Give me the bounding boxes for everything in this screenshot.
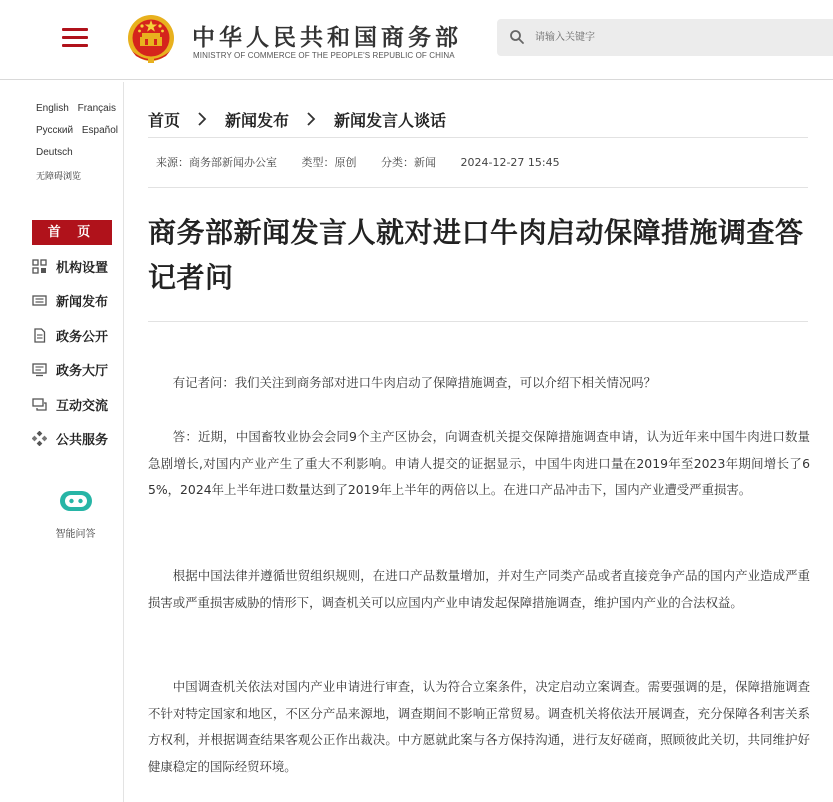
article-title: 商务部新闻发言人就对进口牛肉启动保障措施调查答记者问 xyxy=(148,216,804,294)
sidebar-home-button[interactable]: 首 页 xyxy=(32,220,112,245)
search-icon[interactable] xyxy=(509,29,525,45)
breadcrumb xyxy=(148,107,446,131)
search-box[interactable] xyxy=(497,19,833,56)
accessibility-link[interactable]: 无障碍浏览 xyxy=(36,171,82,181)
chevron-right-icon xyxy=(306,112,316,126)
robot-chat-icon[interactable] xyxy=(59,490,93,514)
sidebar-item-label: 机构设置 xyxy=(56,260,109,276)
language-row xyxy=(36,147,79,158)
ai-assistant-label[interactable]: 智能问答 xyxy=(55,529,96,540)
language-row xyxy=(36,169,87,182)
meta-source: 来源：商务部新闻办公室 xyxy=(156,156,277,169)
sidebar-item-government-affairs[interactable] xyxy=(32,325,108,345)
lang-english[interactable]: English xyxy=(36,103,69,114)
national-emblem-logo[interactable] xyxy=(126,13,176,65)
site-subtitle: MINISTRY OF COMMERCE OF THE PEOPLE'S REPUBLIC OF CHINA xyxy=(193,51,455,60)
sidebar-item-label: 政务大厅 xyxy=(56,363,109,379)
sidebar-item-label: 互动交流 xyxy=(56,398,109,414)
menu-icon[interactable] xyxy=(62,28,88,48)
site-title: 中华人民共和国商务部 xyxy=(192,24,462,51)
sidebar-item-news[interactable] xyxy=(32,290,108,310)
sidebar-item-organization[interactable] xyxy=(32,256,108,276)
lang-spanish[interactable]: Español xyxy=(81,125,119,136)
search-input[interactable] xyxy=(535,19,825,56)
breadcrumb-home[interactable]: 首页 xyxy=(148,110,181,130)
lang-russian[interactable]: Русский xyxy=(36,125,74,136)
service-diamond-icon xyxy=(32,431,47,446)
meta-category: 分类：新闻 xyxy=(381,156,436,169)
article-paragraph: 有记者问：我们关注到商务部对进口牛肉启动了保障措施调查，可以介绍下相关情况吗？ xyxy=(172,375,657,390)
sidebar-item-interaction[interactable] xyxy=(32,394,108,414)
sidebar-item-label: 公共服务 xyxy=(56,432,109,448)
language-row xyxy=(36,103,122,114)
hall-monitor-icon xyxy=(32,362,47,377)
meta-type: 类型：原创 xyxy=(301,156,357,169)
chevron-right-icon xyxy=(197,112,207,126)
lang-french[interactable]: Français xyxy=(77,103,116,114)
language-row xyxy=(36,125,124,136)
sidebar-item-service-hall[interactable] xyxy=(32,359,108,379)
news-icon xyxy=(32,293,47,308)
document-icon xyxy=(32,328,47,343)
divider xyxy=(148,321,808,322)
article-paragraph: 中国调查机关依法对国内产业申请进行审查，认为符合立案条件，决定启动立案调查。需要强调的是，保障措施调查不针对特定国家和地区，不区分产品来源地，调查期间不影响正常贸易。调查机关将依法开展调查，充分保障各利害关系方权利，并根据调查结果客观公正作出裁决。中方愿就此案与各方保持沟通，进行友好磋商，照顾彼此关切，共同维护好健康稳定的国际经贸环境。 xyxy=(148,679,810,774)
org-grid-icon xyxy=(32,259,47,274)
site-header xyxy=(0,0,833,80)
lang-german[interactable]: Deutsch xyxy=(36,147,73,158)
sidebar-item-label: 政务公开 xyxy=(56,329,109,345)
chat-icon xyxy=(32,397,47,412)
divider xyxy=(148,187,808,188)
meta-datetime: 2024-12-27 15:45 xyxy=(460,156,560,169)
breadcrumb-news[interactable]: 新闻发布 xyxy=(225,110,290,130)
article-meta xyxy=(156,154,581,170)
breadcrumb-spokesperson[interactable]: 新闻发言人谈话 xyxy=(334,110,447,130)
sidebar xyxy=(27,82,124,802)
divider xyxy=(148,137,808,138)
article-paragraph: 根据中国法律并遵循世贸组织规则，在进口产品数量增加，并对生产同类产品或者直接竞争产品的国内产业造成严重损害或严重损害威胁的情形下，调查机关可以应国内产业申请发起保障措施调查，维护国内产业的合法权益。 xyxy=(148,568,810,610)
sidebar-item-public-service[interactable] xyxy=(32,428,108,448)
sidebar-item-label: 新闻发布 xyxy=(56,294,109,310)
article-paragraph: 答：近期，中国畜牧业协会会同9个主产区协会，向调查机关提交保障措施调查申请，认为近年来中国牛肉进口数量急剧增长,对国内产业产生了重大不利影响。申请人提交的证据显示，中国牛肉进口量在2019年至2023年期间增长了65%，2024年上半年进口数量达到了2019年上半年的两倍以上。在进口产品冲击下，国内产业遭受严重损害。 xyxy=(148,429,810,497)
